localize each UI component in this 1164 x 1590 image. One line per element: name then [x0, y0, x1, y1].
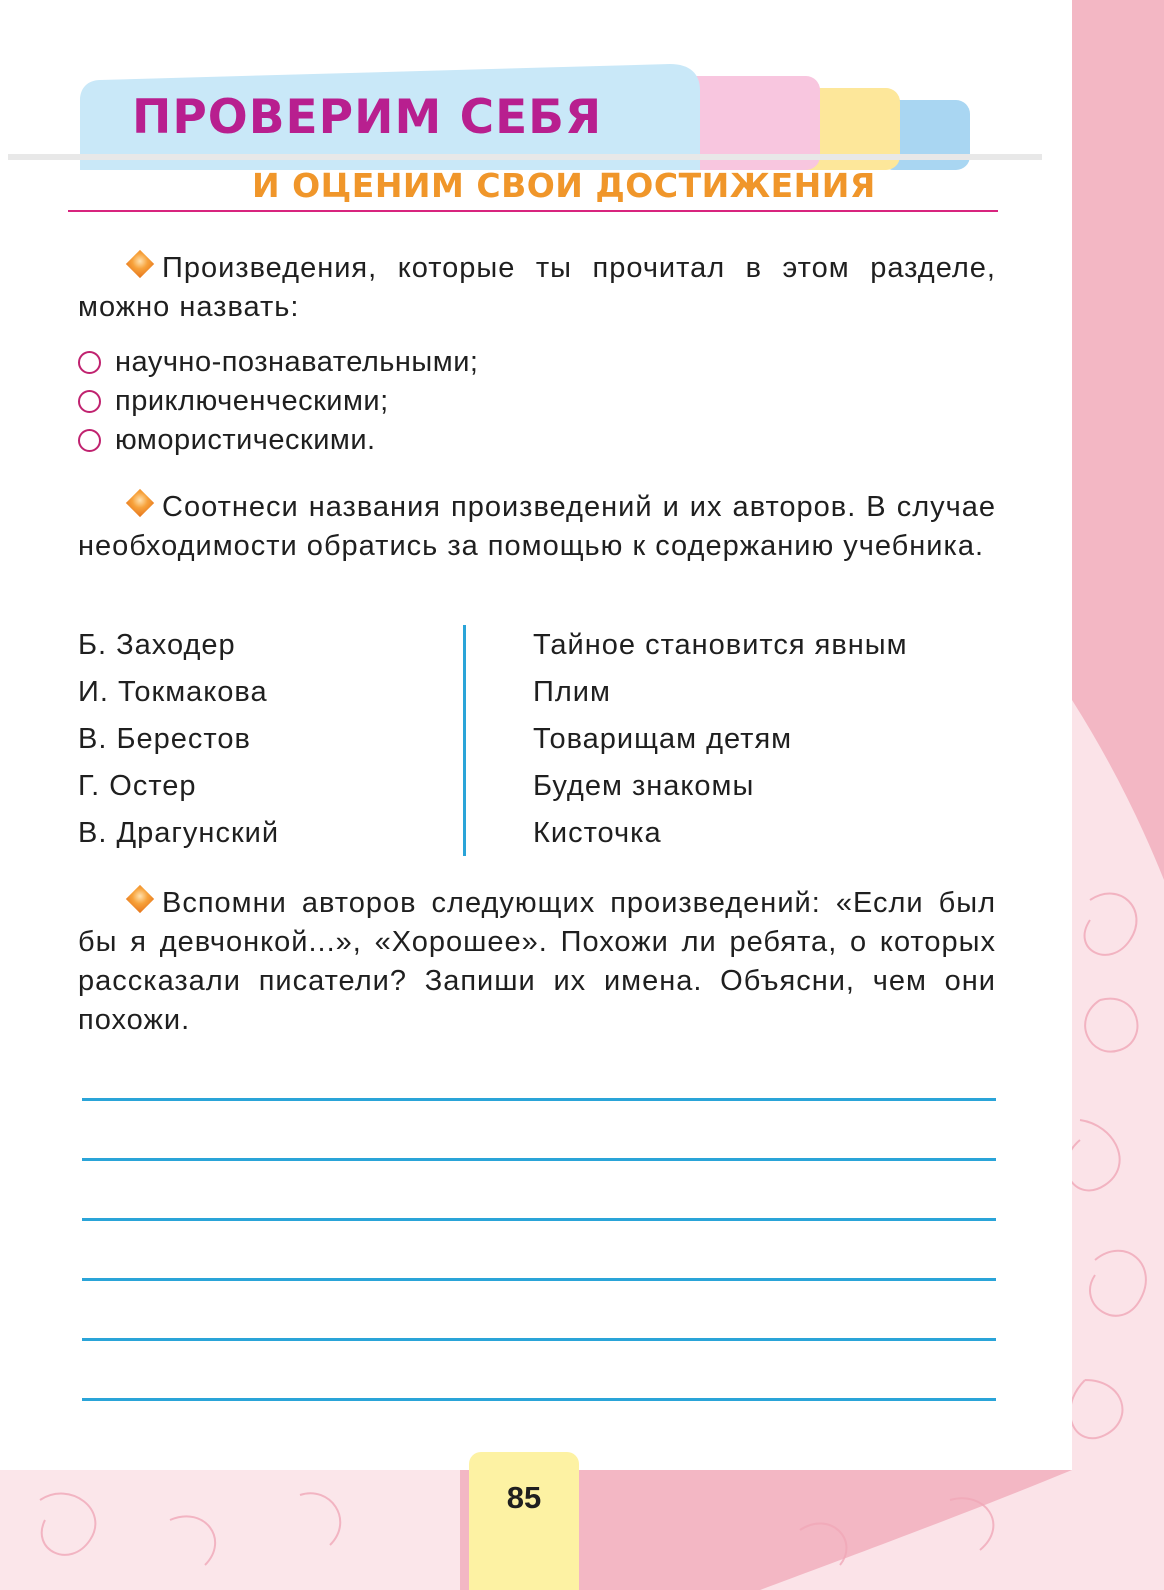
diamond-bullet-icon — [126, 489, 154, 517]
task-2-text: Соотнеси названия произведений и их авторов. В случае необходимости обратись за помощью к содержанию учебника. — [78, 488, 996, 566]
page-subtitle: И ОЦЕНИМ СВОИ ДОСТИЖЕНИЯ — [252, 166, 876, 205]
author-item[interactable]: Б. Заходер — [78, 629, 236, 661]
title-item[interactable]: Тайное становится явным — [533, 629, 908, 661]
writing-line[interactable] — [82, 1338, 996, 1341]
writing-line[interactable] — [82, 1158, 996, 1161]
authors-list — [78, 622, 279, 857]
radio-circle-icon[interactable] — [78, 351, 101, 374]
title-item[interactable]: Будем знакомы — [533, 770, 755, 802]
radio-circle-icon[interactable] — [78, 429, 101, 452]
author-item[interactable]: И. Токмакова — [78, 676, 268, 708]
diamond-bullet-icon — [126, 250, 154, 278]
author-item[interactable]: Г. Остер — [78, 770, 197, 802]
title-item[interactable]: Плим — [533, 676, 611, 708]
option-2[interactable]: приключенческими; — [78, 382, 478, 421]
writing-line[interactable] — [82, 1398, 996, 1401]
title-item[interactable]: Кисточка — [533, 817, 662, 849]
titles-list — [533, 622, 908, 857]
column-divider — [463, 625, 466, 856]
author-item[interactable]: В. Берестов — [78, 723, 251, 755]
writing-line[interactable] — [82, 1098, 996, 1101]
option-1[interactable]: научно-познавательными; — [78, 343, 478, 382]
task-1-text: Произведения, которые ты прочитал в этом разделе, можно назвать: — [78, 249, 996, 327]
title-item[interactable]: Товарищам детям — [533, 723, 793, 755]
writing-line[interactable] — [82, 1218, 996, 1221]
author-item[interactable]: В. Драгунский — [78, 817, 280, 849]
writing-line[interactable] — [82, 1278, 996, 1281]
answer-options — [78, 343, 478, 460]
page-number: 85 — [469, 1452, 579, 1590]
task-3-text: Вспомни авторов следующих произведений: «Если был бы я девчонкой...», «Хорошее». Похожи ли ребята, о которых рассказали писатели? Запиши их имена. Объясни, чем они похожи. — [78, 884, 996, 1040]
page-title: ПРОВЕРИМ СЕБЯ — [132, 90, 603, 145]
option-3[interactable]: юмористическими. — [78, 421, 478, 460]
radio-circle-icon[interactable] — [78, 390, 101, 413]
diamond-bullet-icon — [126, 885, 154, 913]
